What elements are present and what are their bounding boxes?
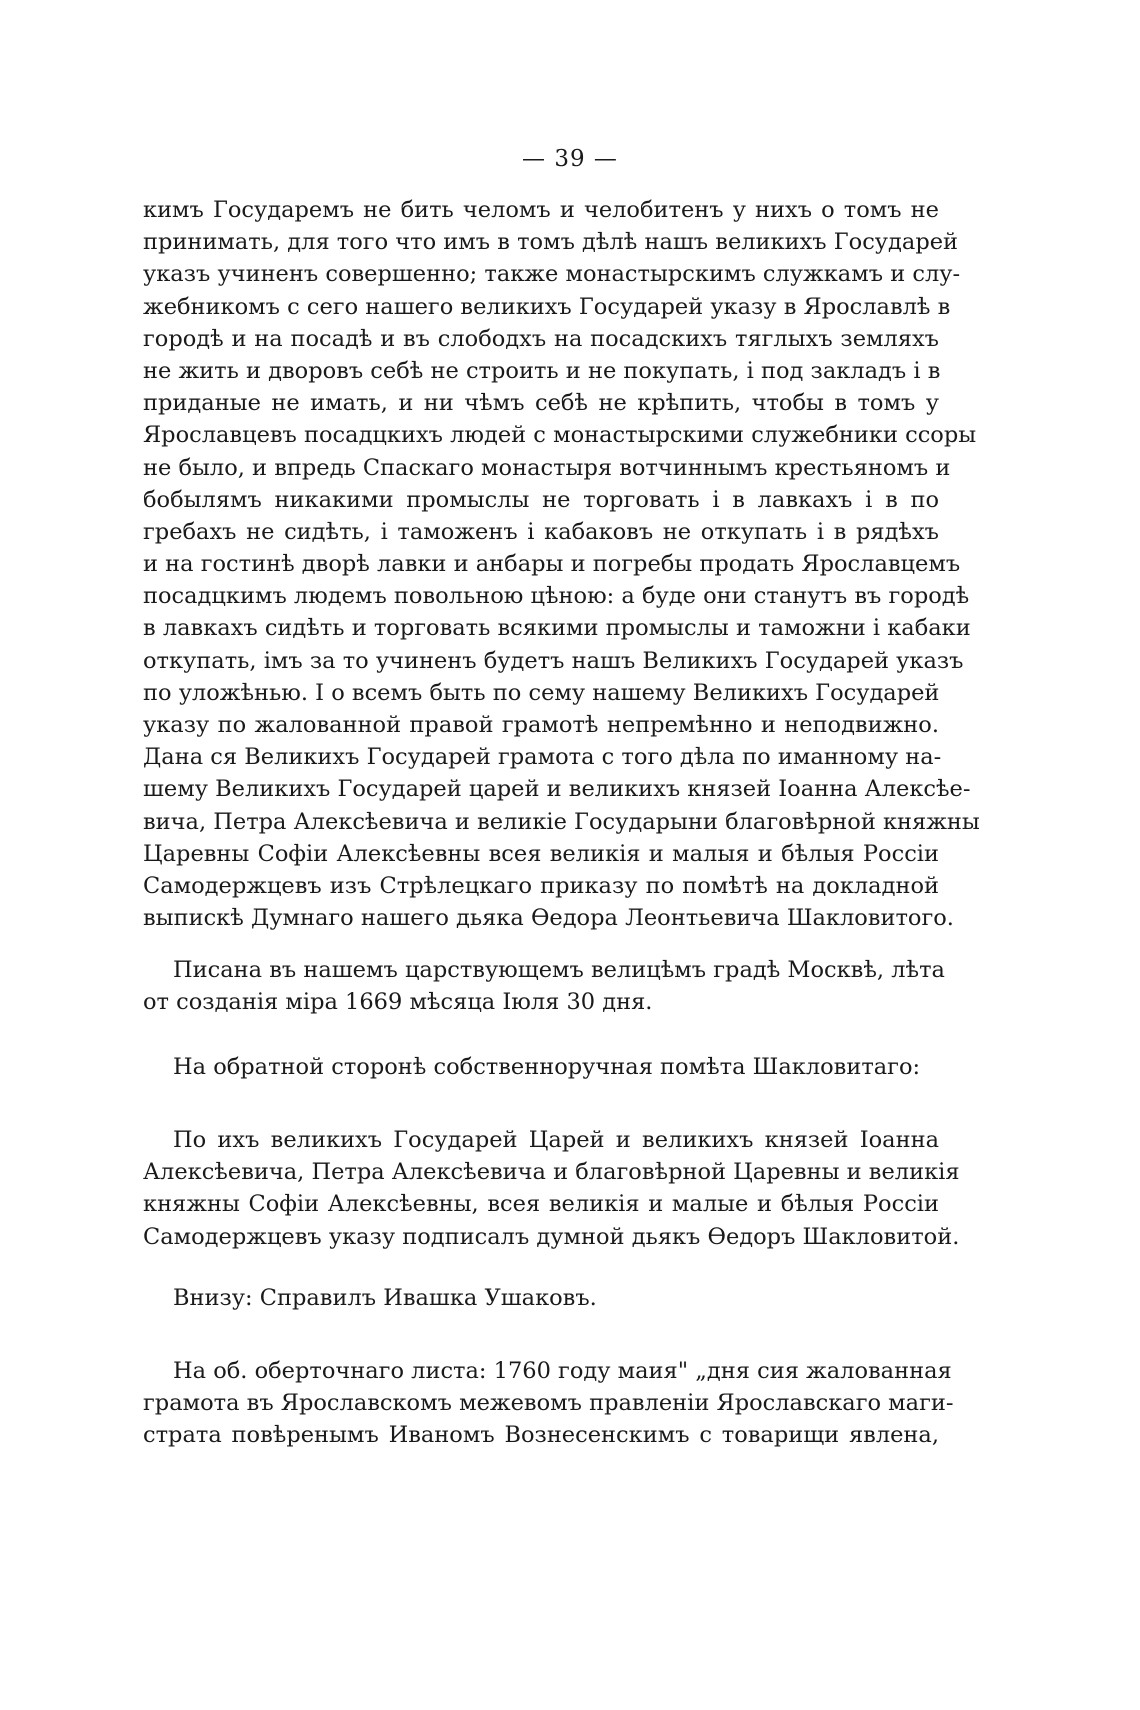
text-line: княжны Софіи Алексѣевны, всея великія и малые и бѣлыя Россіи	[143, 1191, 939, 1218]
text-line: На об. оберточнаго листа: 1760 году маия" „дня сия жалованная	[173, 1358, 952, 1384]
page-number: — 39 —	[522, 146, 618, 172]
signature-paragraph	[143, 1124, 960, 1253]
text-line: Алексѣевича, Петра Алексѣевича и благовѣрной Царевны и великія	[143, 1159, 960, 1186]
text-line: указъ учиненъ совершенно; также монастырскимъ служкамъ и слу-	[143, 261, 961, 288]
text-line: По ихъ великихъ Государей Царей и великихъ князей Іоанна	[173, 1127, 939, 1153]
text-line: посадцкимъ людемъ повольною цѣною: а буде они станутъ въ городѣ	[143, 583, 970, 610]
written-date-paragraph	[143, 954, 945, 1018]
text-line: вича, Петра Алексѣевича и великіе Государыни благовѣрной княжны	[143, 808, 980, 835]
text-line: шему Великихъ Государей царей и великихъ князей Іоанна Алексѣе-	[143, 776, 971, 803]
text-line: приданые не имать, и ни чѣмъ себѣ не крѣпить, чтобы в томъ у	[143, 390, 939, 417]
text-line: по уложѣнью. І о всемъ быть по сему нашему Великихъ Государей	[143, 679, 940, 706]
wrapper-note-paragraph	[143, 1355, 954, 1452]
text-line: не жить и дворовъ себѣ не строить и не покупать, і под закладъ і в	[143, 357, 941, 384]
text-line: Писана въ нашемъ царствующемъ велицѣмъ градѣ Москвѣ, лѣта	[173, 957, 945, 983]
text-line: откупать, імъ за то учиненъ будетъ нашъ Великихъ Государей указъ	[143, 647, 964, 674]
text-line: городѣ и на посадѣ и въ слободхъ на посадскихъ тяглыхъ земляхъ	[143, 325, 939, 352]
bottom-note-paragraph	[143, 1282, 939, 1314]
text-line: бобылямъ никакими промыслы не торговать і в лавкахъ і в по	[143, 486, 939, 513]
text-line: Внизу: Справилъ Ивашка Ушаковъ.	[173, 1285, 597, 1311]
text-line: Ярославцевъ посадцкихъ людей с монастырскими служебники ссоры	[143, 422, 977, 449]
text-line: На обратной сторонѣ собственноручная помѣта Шакловитаго:	[173, 1054, 921, 1080]
text-line: выпискѣ Думнаго нашего дьяка Ѳедора Леонтьевича Шакловитого.	[143, 905, 954, 932]
text-line: гребахъ не сидѣть, і таможенъ і кабаковъ не откупать і в рядѣхъ	[143, 518, 939, 545]
text-line: жебникомъ с сего нашего великихъ Государей указу в Ярославлѣ в	[143, 293, 951, 320]
text-line: и на гостинѣ дворѣ лавки и анбары и погребы продать Ярославцемъ	[143, 551, 961, 578]
text-line: в лавкахъ сидѣть и торговать всякими промыслы и таможни і кабаки	[143, 615, 971, 642]
reverse-note-paragraph	[143, 1051, 939, 1083]
text-line: Самодержцевъ указу подписалъ думной дьякъ Ѳедоръ Шакловитой.	[143, 1223, 960, 1250]
text-line: от созданія міра 1669 мѣсяца Іюля 30 дня.	[143, 989, 653, 1016]
main-text-block	[143, 194, 980, 934]
text-line: не было, и впредь Спаскаго монастыря вотчиннымъ крестьяномъ и	[143, 454, 951, 481]
text-line: принимать, для того что имъ в томъ дѣлѣ нашъ великихъ Государей	[143, 229, 959, 256]
text-line: кимъ Государемъ не бить челомъ и челобитенъ у нихъ о томъ не	[143, 197, 939, 223]
text-line: указу по жалованной правой грамотѣ непремѣнно и неподвижно.	[143, 712, 939, 738]
text-line: Дана ся Великихъ Государей грамота с того дѣла по иманному на-	[143, 744, 942, 771]
text-line: Самодержцевъ изъ Стрѣлецкаго приказу по помѣтѣ на докладной	[143, 872, 939, 899]
text-line: страта повѣренымъ Иваномъ Вознесенскимъ с товарищи явлена,	[143, 1422, 939, 1449]
text-line: Царевны Софіи Алексѣевны всея великія и малыя и бѣлыя Россіи	[143, 840, 939, 867]
text-line: грамота въ Ярославскомъ межевомъ правленіи Ярославскаго маги-	[143, 1390, 954, 1417]
